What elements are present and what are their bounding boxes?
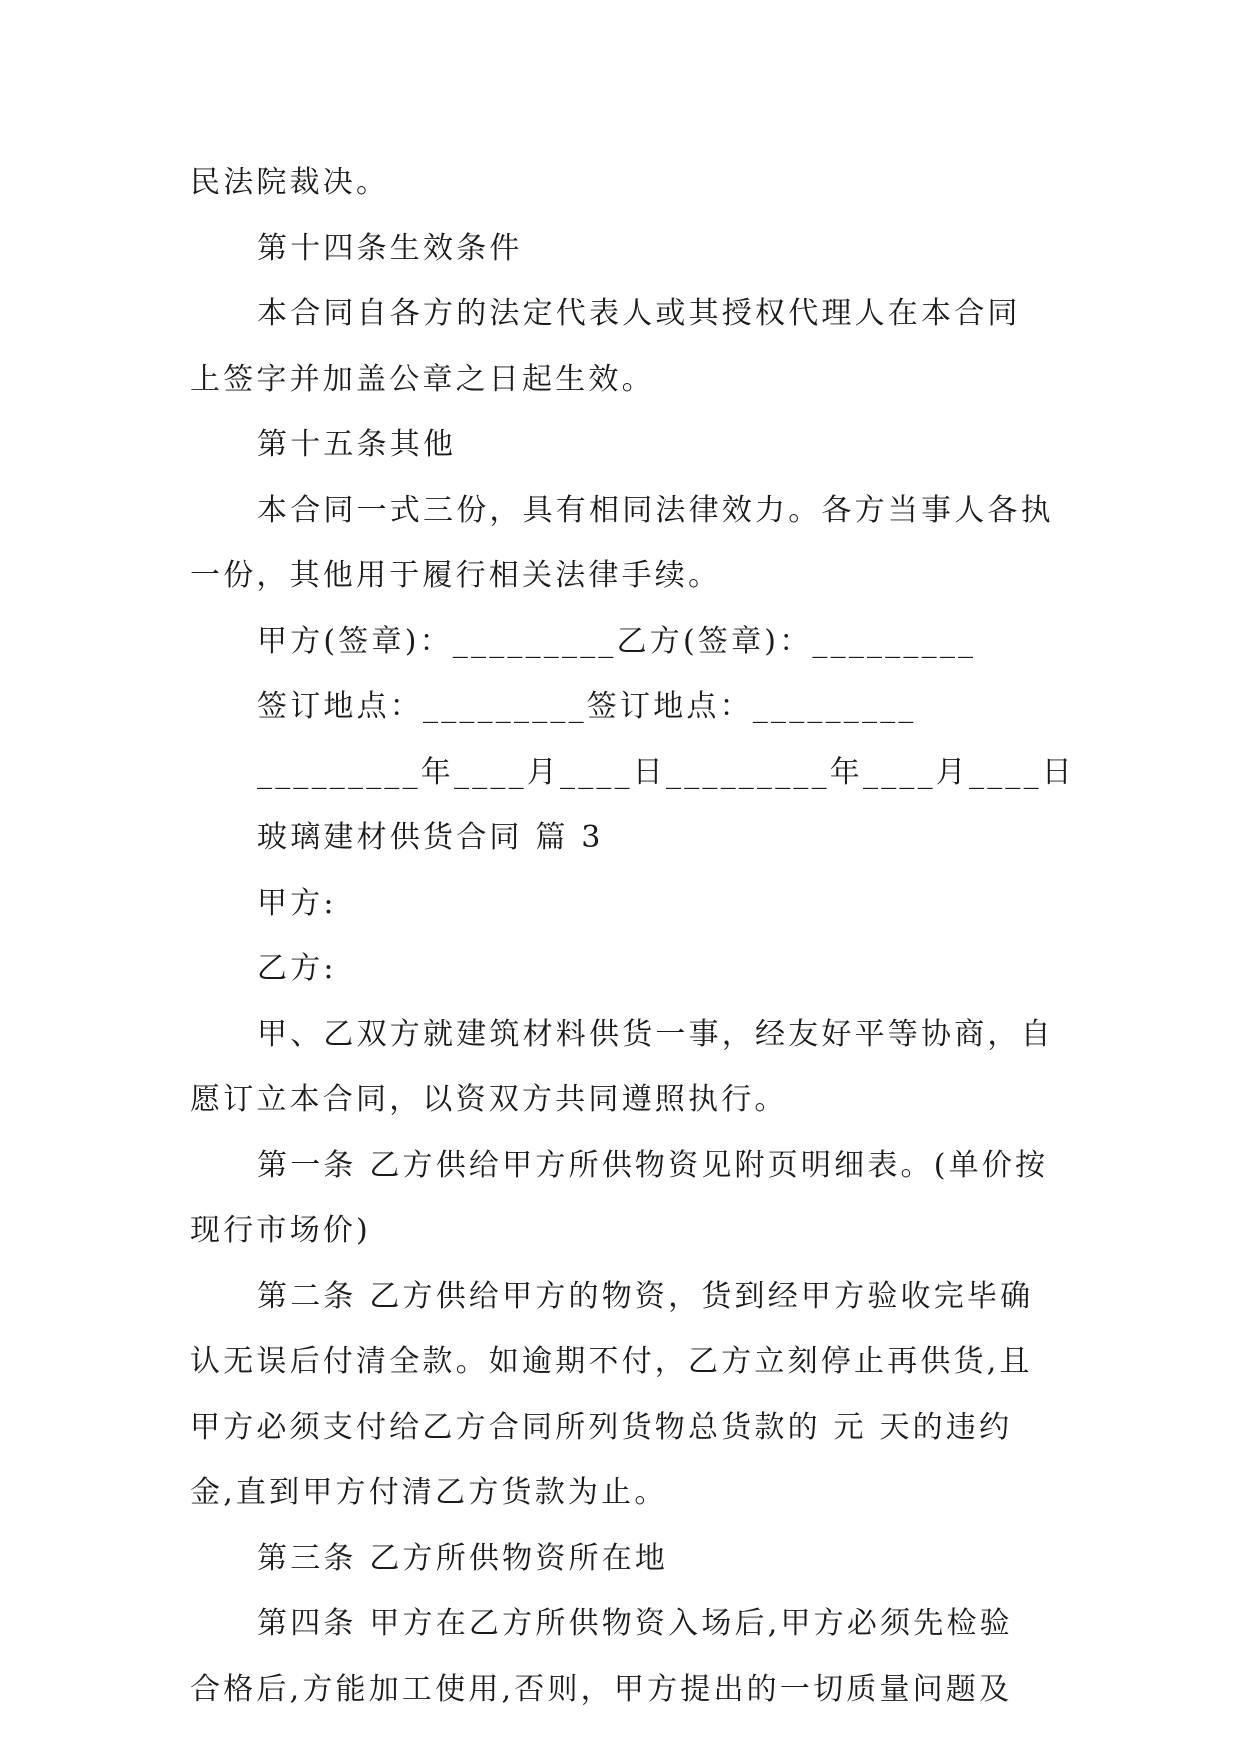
text-line: 民法院裁决。 <box>190 165 390 200</box>
signature-line: 甲方(签章)：_________乙方(签章)：_________ <box>257 624 977 659</box>
article-line: 第四条 甲方在乙方所供物资入场后,甲方必须先检验 <box>257 1606 1013 1641</box>
party-b-line: 乙方: <box>257 951 337 986</box>
text-line: 本合同自各方的法定代表人或其授权代理人在本合同 <box>257 296 1021 331</box>
text-line: 上签字并加盖公章之日起生效。 <box>190 362 655 397</box>
text-line: 甲、乙双方就建筑材料供货一事，经友好平等协商，自 <box>257 1017 1054 1052</box>
article-line: 第三条 乙方所供物资所在地 <box>257 1541 669 1576</box>
text-line: 认无误后付清全款。如逾期不付，乙方立刻停止再供货,且 <box>190 1344 1033 1379</box>
text-line: 一份，其他用于履行相关法律手续。 <box>190 558 722 593</box>
section-heading: 第十四条生效条件 <box>257 231 523 266</box>
signing-place-line: 签订地点：_________签订地点：_________ <box>257 689 917 724</box>
date-line: _________年____月____日_________年____月____日 <box>257 755 1075 790</box>
text-line: 本合同一式三份，具有相同法律效力。各方当事人各执 <box>257 493 1054 528</box>
contract-title: 玻璃建材供货合同 篇 3 <box>257 820 604 855</box>
article-line: 第一条 乙方供给甲方所供物资见附页明细表。(单价按 <box>257 1148 1049 1183</box>
text-line: 合格后,方能加工使用,否则，甲方提出的一切质量问题及 <box>190 1672 1013 1707</box>
section-heading: 第十五条其他 <box>257 427 457 462</box>
text-line: 愿订立本合同，以资双方共同遵照执行。 <box>190 1082 788 1117</box>
party-a-line: 甲方: <box>257 886 337 921</box>
text-line: 金,直到甲方付清乙方货款为止。 <box>190 1475 668 1510</box>
article-line: 第二条 乙方供给甲方的物资，货到经甲方验收完毕确 <box>257 1279 1034 1314</box>
text-line: 现行市场价) <box>190 1213 371 1248</box>
text-line: 甲方必须支付给乙方合同所列货物总货款的 元 天的违约 <box>190 1410 1013 1445</box>
